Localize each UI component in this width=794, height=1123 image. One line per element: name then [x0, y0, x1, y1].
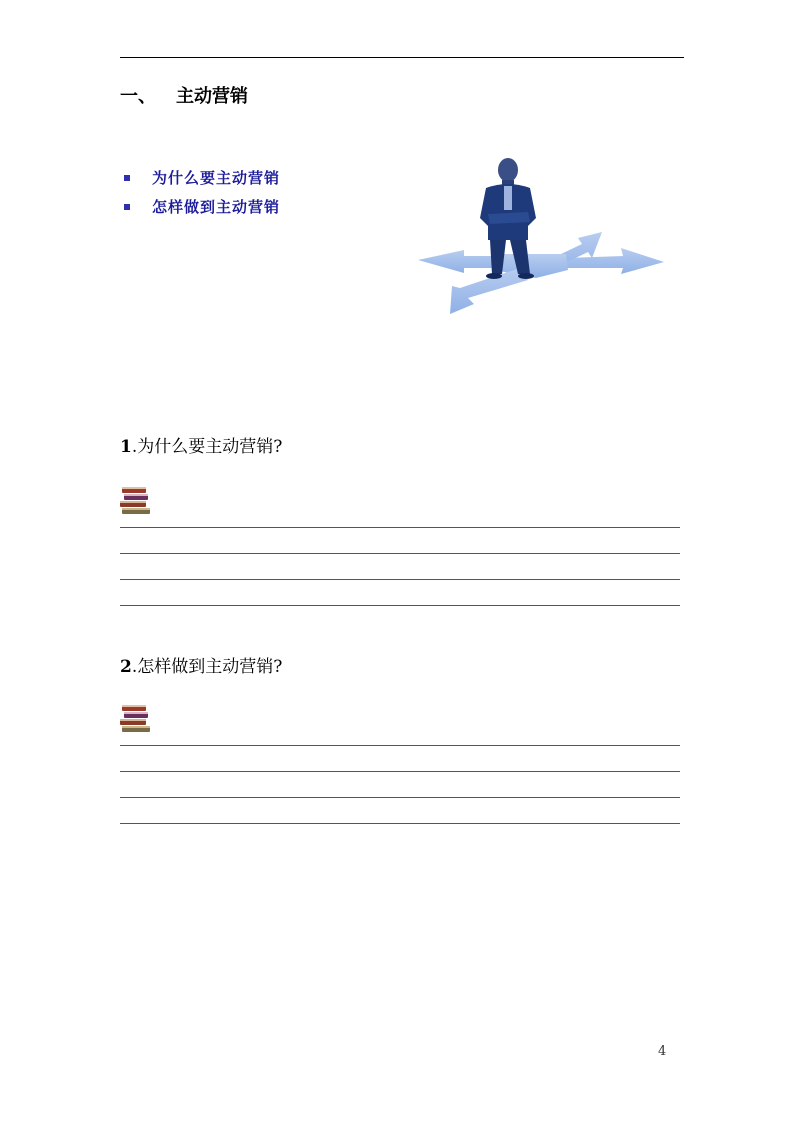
section-number: 一、: [120, 86, 156, 107]
answer-line: [120, 553, 680, 554]
bullet-list: [124, 163, 280, 221]
question-separator: .: [131, 437, 138, 457]
question-2-title: [120, 652, 282, 677]
answer-line: [120, 527, 680, 528]
page-number: 4: [658, 1044, 667, 1059]
section-title: 主动营销: [176, 86, 248, 107]
question-text: 怎样做到主动营销?: [137, 657, 283, 677]
square-bullet-icon: [124, 175, 130, 181]
question-separator: .: [131, 657, 138, 677]
question-number: 1: [120, 437, 132, 457]
question-1-title: [120, 432, 282, 457]
businessman-crossroads-illustration: [416, 156, 666, 316]
answer-line: [120, 797, 680, 798]
books-stack-icon: [118, 704, 154, 734]
answer-line: [120, 771, 680, 772]
bullet-item: [124, 192, 280, 221]
header-rule: [120, 57, 684, 58]
answer-line: [120, 745, 680, 746]
answer-line: [120, 605, 680, 606]
bullet-item: [124, 163, 280, 192]
answer-line: [120, 579, 680, 580]
section-heading: [120, 82, 248, 108]
question-text: 为什么要主动营销?: [137, 437, 283, 457]
books-stack-icon: [118, 486, 154, 516]
question-number: 2: [120, 657, 132, 677]
arrow-left: [418, 250, 496, 273]
square-bullet-icon: [124, 204, 130, 210]
bullet-text: 为什么要主动营销: [152, 169, 281, 187]
bullet-text: 怎样做到主动营销: [152, 198, 281, 216]
answer-line: [120, 823, 680, 824]
